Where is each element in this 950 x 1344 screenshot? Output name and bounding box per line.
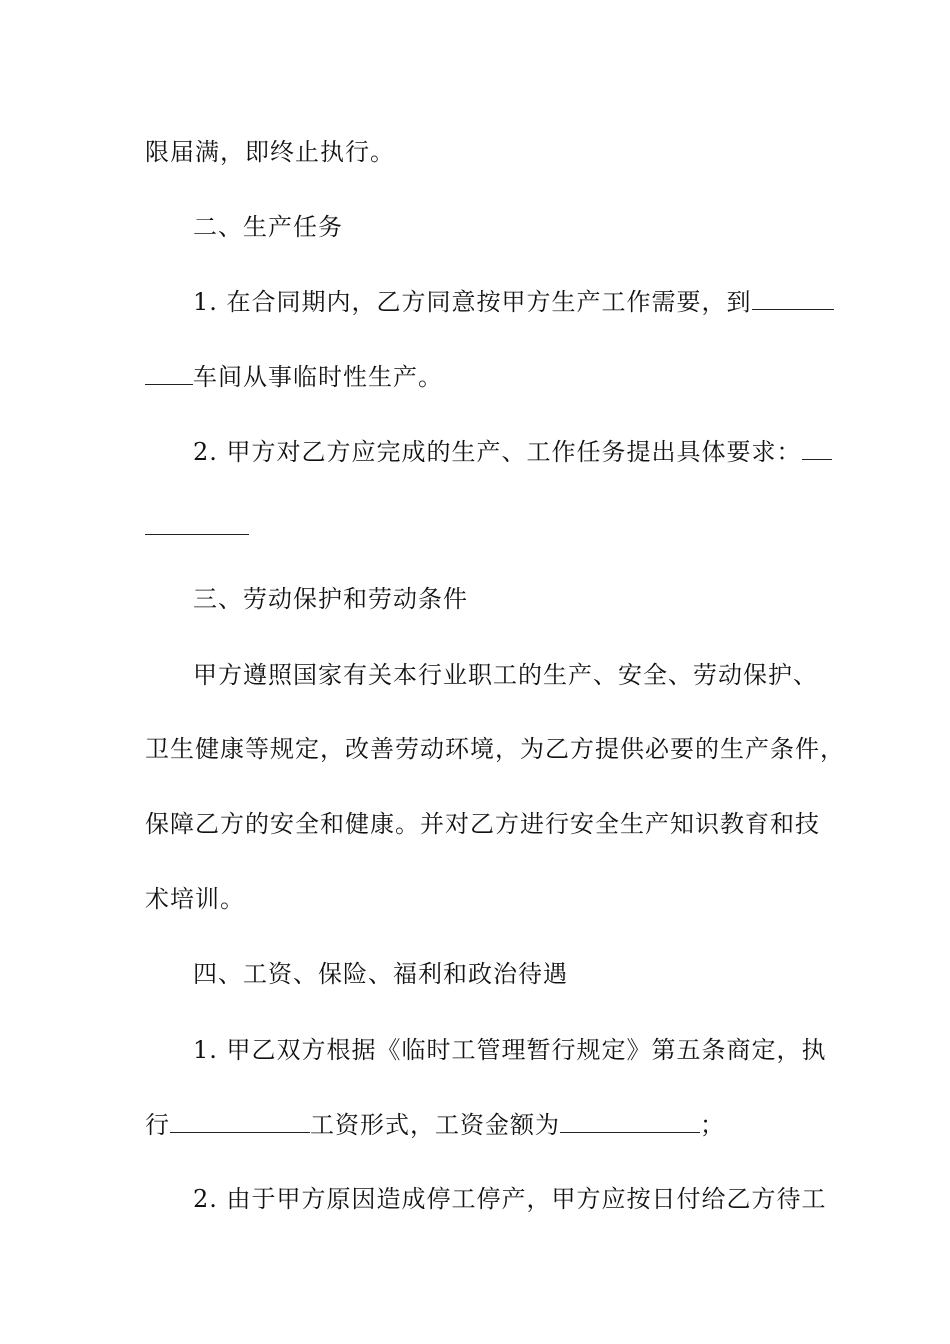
paragraph-line (145, 360, 825, 394)
fill-blank (802, 437, 832, 460)
fill-blank (560, 1110, 700, 1133)
line-text: 2. 由于甲方原因造成停工停产，甲方应按日付给乙方待工 (193, 1185, 827, 1213)
paragraph-line (193, 1182, 873, 1216)
fill-blank (170, 1110, 310, 1133)
paragraph-line (145, 882, 825, 916)
line-text: 甲方遵照国家有关本行业职工的生产、安全、劳动保护、 (193, 661, 818, 689)
paragraph-line (145, 732, 845, 766)
paragraph-line (193, 658, 873, 692)
fill-blank (145, 512, 249, 535)
heading-text: 四、工资、保险、福利和政治待遇 (193, 960, 568, 988)
section-heading (193, 582, 873, 616)
section-heading (193, 210, 873, 244)
line-text: 限届满，即终止执行。 (145, 138, 395, 166)
line-text: 工资形式，工资金额为 (310, 1111, 560, 1139)
line-text: 1. 在合同期内，乙方同意按甲方生产工作需要，到 (193, 288, 752, 316)
line-text: 2. 甲方对乙方应完成的生产、工作任务提出具体要求： (193, 438, 802, 466)
paragraph-line (145, 1108, 825, 1142)
heading-text: 三、劳动保护和劳动条件 (193, 585, 468, 613)
line-text: 卫生健康等规定，改善劳动环境，为乙方提供必要的生产条件， (145, 735, 845, 763)
fill-blank (145, 362, 193, 385)
line-text: ； (700, 1111, 725, 1139)
paragraph-line (193, 1033, 873, 1067)
line-text: 保障乙方的安全和健康。并对乙方进行安全生产知识教育和技 (145, 810, 820, 838)
line-text: 术培训。 (145, 885, 245, 913)
paragraph-line (145, 135, 825, 169)
heading-text: 二、生产任务 (193, 213, 343, 241)
paragraph-line (193, 435, 873, 469)
section-heading (193, 957, 873, 991)
paragraph-line (145, 807, 825, 841)
line-text: 车间从事临时性生产。 (193, 363, 443, 391)
line-text: 1. 甲乙双方根据《临时工管理暂行规定》第五条商定，执 (193, 1036, 827, 1064)
paragraph-line (193, 285, 873, 319)
fill-blank (752, 287, 834, 310)
paragraph-line (145, 510, 825, 544)
line-text: 行 (145, 1111, 170, 1139)
